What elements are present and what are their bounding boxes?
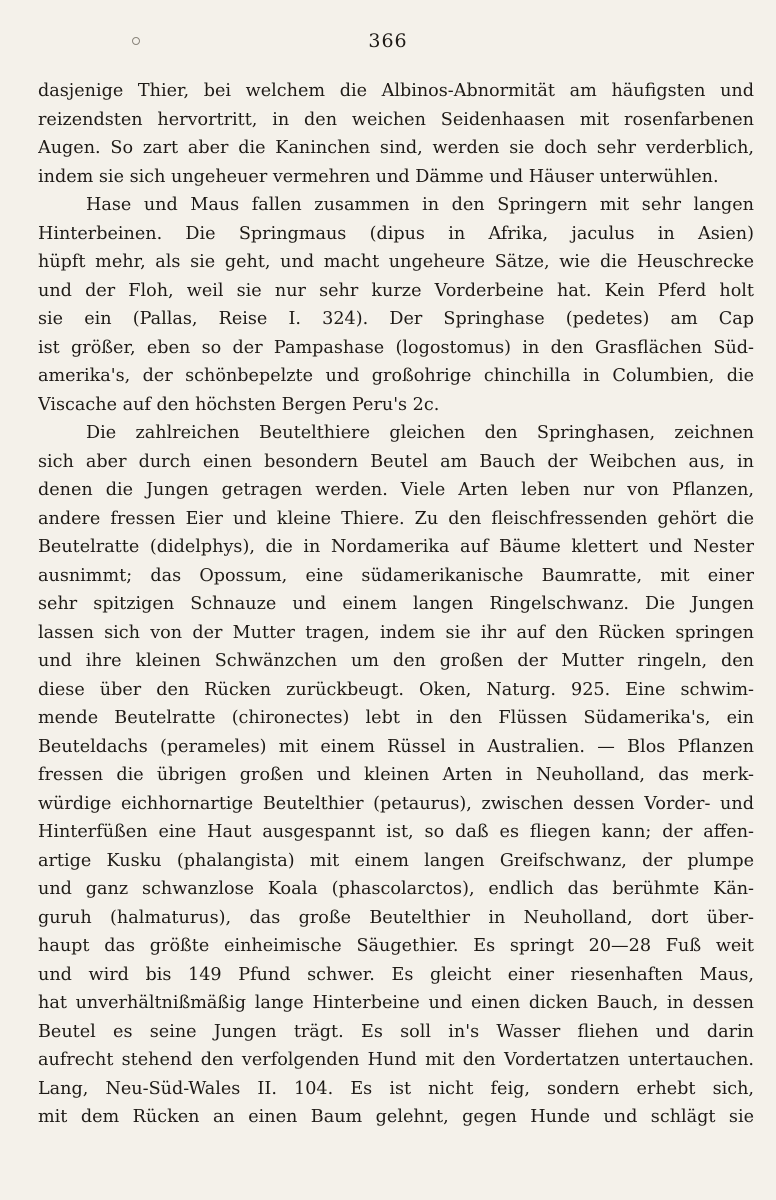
text-line: und der Floh, weil sie nur sehr kurze Vorderbeine hat. Kein Pferd holt [38,280,754,301]
text-line: Beutelratte (didelphys), die in Nordamerika auf Bäume klettert und Nester [38,537,754,557]
text-line: haupt das größte einheimische Säugethier. Es springt 20—28 Fuß weit [38,936,754,956]
text-line: artige Kusku (phalangista) mit einem langen Greifschwanz, der plumpe [38,850,754,871]
text-line: mende Beutelratte (chironectes) lebt in den Flüssen Südamerika's, ein [38,708,754,728]
text-line: amerika's, der schönbepelzte und großohrige chinchilla in Columbien, die [38,366,754,386]
text-line: Beutel es seine Jungen trägt. Es soll in's Wasser fliehen und darin [38,1021,754,1042]
text-line: sehr spitzigen Schnauze und einem langen Ringelschwanz. Die Jungen [38,594,754,614]
text-line: würdige eichhornartige Beutelthier (petaurus), zwischen dessen Vorder- und [38,793,754,814]
page-number: 366 [368,30,408,52]
text-line: Viscache auf den höchsten Bergen Peru's 2c. [38,394,440,415]
text-line: Lang, Neu-Süd-Wales II. 104. Es ist nicht feig, sondern erhebt sich, [38,1078,754,1099]
text-line: diese über den Rücken zurückbeugt. Oken, Naturg. 925. Eine schwim- [38,679,754,700]
text-line: ausnimmt; das Opossum, eine südamerikanische Baumratte, mit einer [38,565,754,586]
text-line: guruh (halmaturus), das große Beutelthier in Neuholland, dort über- [38,907,754,928]
text-line: dasjenige Thier, bei welchem die Albinos-Abnormität am häufigsten und [38,81,754,101]
text-line: fressen die übrigen großen und kleinen Arten in Neuholland, das merk- [38,765,754,785]
text-line: mit dem Rücken an einen Baum gelehnt, gegen Hunde und schlägt sie [38,1107,754,1127]
text-line: und ihre kleinen Schwänzchen um den großen der Mutter ringeln, den [38,651,754,671]
text-line: Die zahlreichen Beutelthiere gleichen den Springhasen, zeichnen [86,423,754,443]
text-line: indem sie sich ungeheuer vermehren und Dämme und Häuser unterwühlen. [38,166,719,187]
text-line: reizendsten hervortritt, in den weichen Seidenhaasen mit rosenfarbenen [38,109,754,130]
body-text [38,77,754,1132]
text-line: sich aber durch einen besondern Beutel am Bauch der Weibchen aus, in [38,451,754,472]
text-line: ist größer, eben so der Pampashase (logostomus) in den Grasflächen Süd- [38,337,754,358]
text-line: denen die Jungen getragen werden. Viele Arten leben nur von Pflanzen, [38,480,754,500]
text-line: und wird bis 149 Pfund schwer. Es gleicht einer riesenhaften Maus, [38,964,754,985]
text-line: lassen sich von der Mutter tragen, indem sie ihr auf den Rücken springen [38,622,754,643]
text-line: Augen. So zart aber die Kaninchen sind, werden sie doch sehr verderblich, [38,138,754,158]
text-line: Hinterbeinen. Die Springmaus (dipus in Afrika, jaculus in Asien) [38,223,754,244]
text-line: hat unverhältnißmäßig lange Hinterbeine und einen dicken Bauch, in dessen [38,993,754,1013]
text-line: Hase und Maus fallen zusammen in den Springern mit sehr langen [86,195,754,215]
text-line: und ganz schwanzlose Koala (phascolarctos), endlich das berühmte Kän- [38,879,754,899]
text-line: Hinterfüßen eine Haut ausgespannt ist, so daß es fliegen kann; der affen- [38,822,754,842]
text-line: hüpft mehr, als sie geht, und macht ungeheure Sätze, wie die Heuschrecke [38,252,754,272]
text-line: andere fressen Eier und kleine Thiere. Zu den fleischfressenden gehört die [38,508,754,529]
text-line: aufrecht stehend den verfolgenden Hund mit den Vordertatzen untertauchen. [38,1050,754,1070]
text-line: Beuteldachs (perameles) mit einem Rüssel in Australien. — Blos Pflanzen [38,736,754,757]
text-line: sie ein (Pallas, Reise I. 324). Der Springhase (pedetes) am Cap [38,309,754,329]
